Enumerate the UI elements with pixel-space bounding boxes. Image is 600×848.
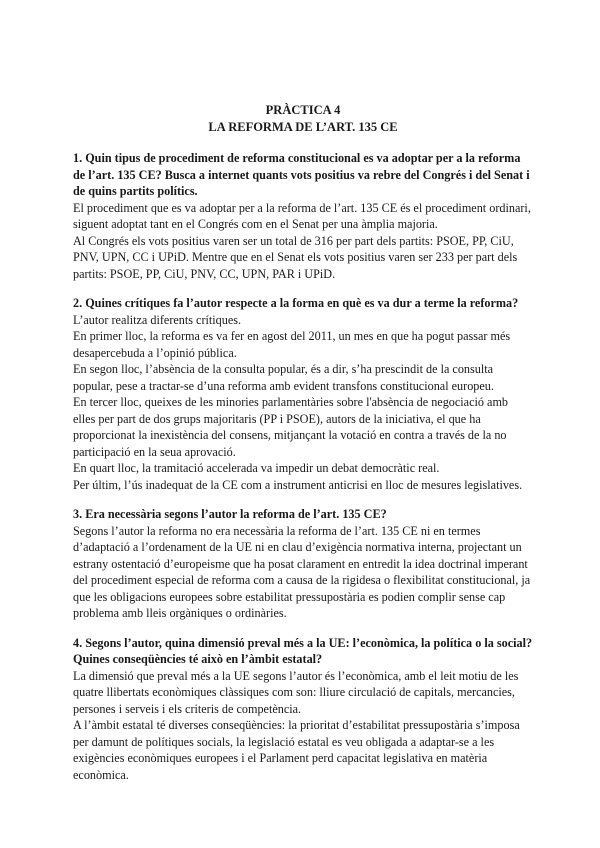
section-3 <box>73 506 533 622</box>
section-1 <box>73 150 533 282</box>
answer-paragraph: Per últim, l’ús inadequat de la CE com a instrument anticrisi en lloc de mesures legislatives. <box>73 477 523 492</box>
title-block <box>73 102 533 136</box>
question-3: 3. Era necessària segons l’autor la reforma de l’art. 135 CE? <box>73 507 387 521</box>
answer-paragraph: A l’àmbit estatal té diverses conseqüències: la prioritat d’estabilitat pressupostària s’imposa per damunt de polítiques socials, la legislació estatal es veu obligada a adaptar-se a les exigències econòmiques europees i el Parlament perd capacitat legislativa en matèria econòmica. <box>73 718 520 782</box>
section-2 <box>73 295 533 493</box>
document-page <box>73 102 533 796</box>
section-4 <box>73 635 533 784</box>
answer-paragraph: En tercer lloc, queixes de les minories parlamentàries sobre l'absència de negociació amb elles per part de dos grups majoritaris (PP i PSOE), autors de la iniciativa, el que ha proporcionat la inexistència del consens, mitjançant la votació en contra a través de la no participació en la seua aprovació. <box>73 395 509 459</box>
question-2: 2. Quines crítiques fa l’autor respecte a la forma en què es va dur a terme la reforma? <box>73 296 519 310</box>
answer-paragraph: El procediment que es va adoptar per a la reforma de l’art. 135 CE és el procediment ordinari, siguent adoptat tant en el Congrés com en el Senat per una àmplia majoria. <box>73 200 531 231</box>
answer-paragraph: Al Congrés els vots positius varen ser un total de 316 per part dels partits: PSOE, PP, CiU, PNV, UPN, CC i UPiD. Mentre que en el Senat els vots positius varen ser 233 per part dels partits: PSOE, PP, CiU, PNV, CC, UPN, PAR i UPiD. <box>73 233 518 281</box>
answer-paragraph: La dimensió que preval més a la UE segons l’autor és l’econòmica, amb el leit motiu de les quatre llibertats econòmiques clàssiques com son: lliure circulació de capitals, mercancies, persones i serveis i els criteris de competència. <box>73 668 519 716</box>
answer-paragraph: En primer lloc, la reforma es va fer en agost del 2011, un mes en que ha pogut passar més desapercebuda a l’opinió pública. <box>73 329 511 360</box>
answer-paragraph: L’autor realitza diferents crítiques. <box>73 312 242 327</box>
document-subtitle: LA REFORMA DE L’ART. 135 CE <box>208 120 398 134</box>
answer-paragraph: En segon lloc, l’absència de la consulta popular, és a dir, s’ha prescindit de la consulta popular, pese a tractar-se d’una reforma amb evident transfons constitucional europeu. <box>73 362 494 393</box>
question-1: 1. Quin tipus de procediment de reforma constitucional es va adoptar per a la reforma de l’art. 135 CE? Busca a internet quants vots positius va rebre del Congrés i del Senat i de quins partits polítics. <box>73 151 530 198</box>
question-4: 4. Segons l’autor, quina dimensió preval més a la UE: l’econòmica, la política o la social? Quines conseqüències té això en l’àmbit estatal? <box>73 635 533 666</box>
answer-paragraph: En quart lloc, la tramitació accelerada va impedir un debat democràtic real. <box>73 461 440 475</box>
document-title: PRÀCTICA 4 <box>265 103 341 117</box>
answer-paragraph: Segons l’autor la reforma no era necessària la reforma de l’art. 135 CE ni en termes d’adaptació a l’ordenament de la UE ni en clau d’exigència normativa interna, projectant un estrany ostentació d’europeisme que ha posat clarament en entredit la idea doctrinal imperant del procediment especial de reforma com a causa de la rigidesa o flexibilitat constitucional, ja que les obligacions europees sobre estabilitat pressupostària es podien complir sense cap problema amb lleis orgàniques o ordinàries. <box>73 523 531 620</box>
